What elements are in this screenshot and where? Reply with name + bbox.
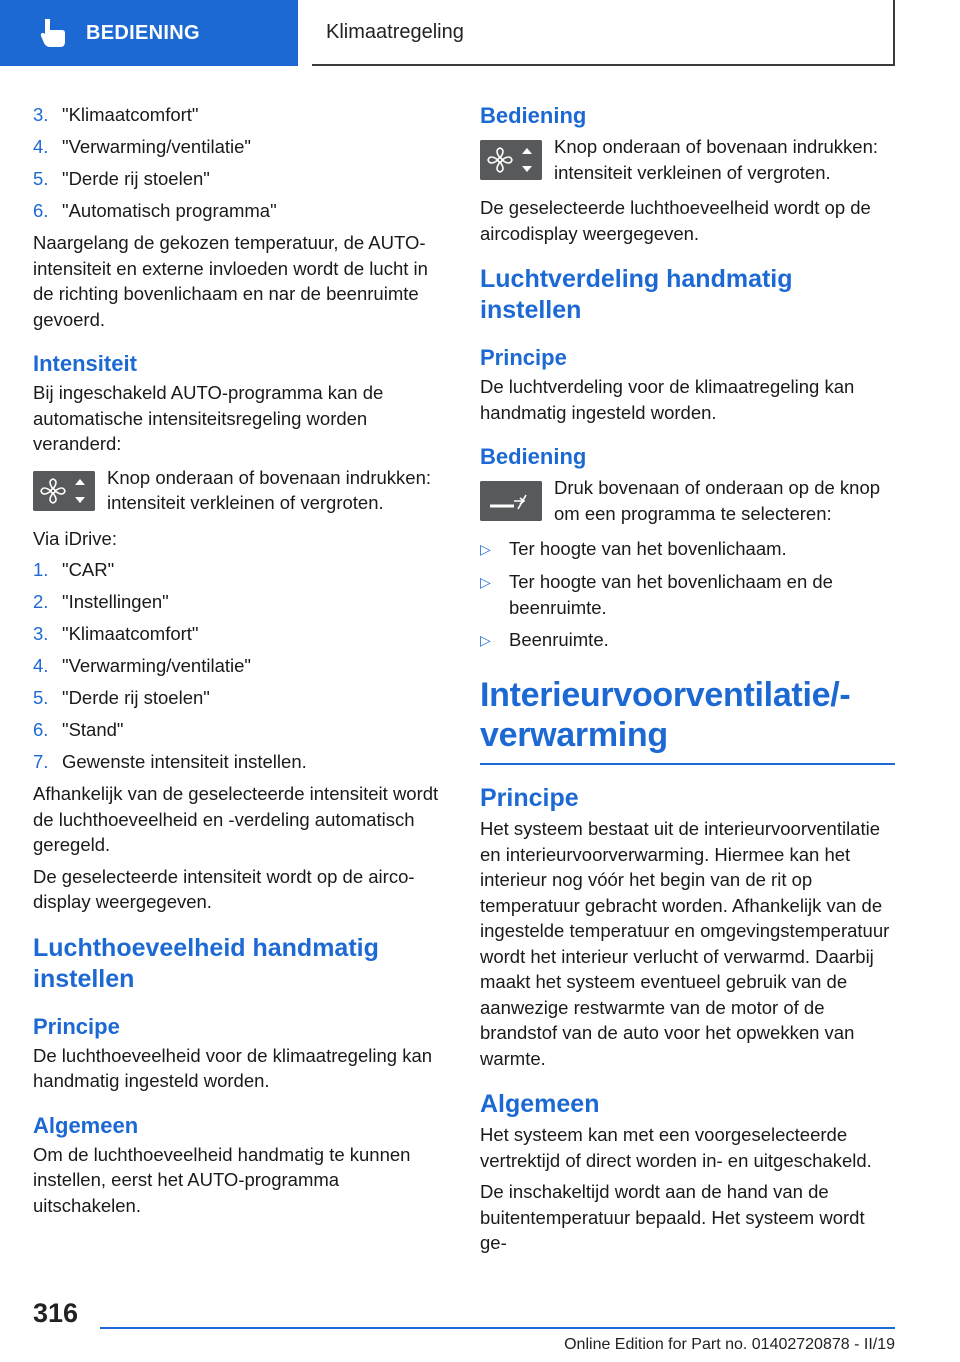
- list-item: 6. "Stand": [33, 719, 124, 740]
- icon-text: Knop onderaan of bovenaan indrukken: intensiteit verkleinen of vergroten.: [107, 466, 432, 513]
- icon-instruction: [480, 134, 895, 185]
- heading-principe: Principe: [480, 345, 567, 370]
- paragraph: Bij ingeschakeld AUTO-programma kan de automatische intensiteitsregeling worden veranderd:: [33, 382, 384, 454]
- paragraph: Afhankelijk van de geselecteerde intensiteit wordt de luchthoeveelheid en -verdeling automatisch geregeld.: [33, 783, 439, 855]
- list-item: ▷ Ter hoogte van het bovenlichaam en de beenruimte.: [480, 571, 833, 618]
- list-item: 3. "Klimaatcomfort": [33, 104, 199, 125]
- icon-text: Druk bovenaan of onderaan op de knop om een programma te selecteren:: [554, 477, 881, 524]
- list-item: 5. "Derde rij stoelen": [33, 168, 210, 189]
- list-item: 7. Gewenste intensiteit instellen.: [33, 751, 307, 772]
- fan-button-icon: [480, 140, 542, 180]
- numbered-list-2: [33, 557, 445, 775]
- paragraph: De inschakeltijd wordt aan de hand van de buitentemperatuur bepaald. Het systeem wordt ge-: [480, 1181, 865, 1253]
- paragraph: Het systeem bestaat uit de interieurvoorventilatie en interieurvoorverwarming. Hiermee kan het interieur nog vóór het begin van de rit op temperatuur gebracht worden. Afhankelijk van de ingestelde temperatuur en omgevingstemperatuur wordt het interieur verlucht of verwarmd. Daarbij maakt het systeem eventueel gebruik van de aanwezige restwarmte van de motor of de brandstof van de auto voor het opwekken van warmte.: [480, 818, 890, 1069]
- heading-luchthoeveelheid: Luchthoeveelheid handmatig instellen: [33, 933, 379, 993]
- icon-text: Knop onderaan of bovenaan indrukken: intensiteit verkleinen of vergroten.: [554, 136, 879, 183]
- paragraph: De luchtverdeling voor de klimaatregeling kan handmatig ingesteld worden.: [480, 376, 855, 423]
- icon-instruction: [480, 475, 895, 526]
- section-tab: [0, 0, 298, 66]
- list-item: 2. "Instellingen": [33, 591, 169, 612]
- heading-luchtverdeling: Luchtverdeling handmatig instellen: [480, 265, 793, 324]
- heading-algemeen: Algemeen: [480, 1090, 600, 1118]
- numbered-list-1: [33, 102, 445, 224]
- footer-divider: [100, 1327, 895, 1329]
- paragraph: Het systeem kan met een voorgeselecteerde vertrektijd of direct worden in- en uitgeschakeld.: [480, 1124, 872, 1171]
- paragraph: Om de luchthoeveelheid handmatig te kunnen instellen, eerst het AUTO-programma uitschakelen.: [33, 1143, 411, 1216]
- section-title: BEDIENING: [86, 21, 200, 44]
- heading-intensiteit: Intensiteit: [33, 351, 137, 376]
- list-item: ▷ Ter hoogte van het bovenlichaam.: [480, 538, 787, 559]
- left-column: [33, 102, 445, 1224]
- paragraph: Via iDrive:: [33, 527, 117, 549]
- chapter-title: Klimaatregeling: [326, 20, 464, 43]
- page-number: 316: [33, 1298, 79, 1328]
- list-item: 5. "Derde rij stoelen": [33, 687, 210, 708]
- heading-bediening: Bediening: [480, 103, 587, 128]
- list-item: 3. "Klimaatcomfort": [33, 623, 199, 644]
- air-distribution-button-icon: [480, 481, 542, 521]
- heading-algemeen: Algemeen: [33, 1112, 139, 1138]
- pointing-hand-icon: [40, 18, 66, 48]
- list-item: 4. "Verwarming/ventilatie": [33, 655, 251, 676]
- fan-button-icon: [33, 471, 95, 511]
- footer-note: Online Edition for Part no. 01402720878 - II/19: [564, 1336, 895, 1353]
- bullet-list: [480, 536, 895, 653]
- paragraph: Naargelang de gekozen temperatuur, de AUTO-intensiteit en externe invloeden wordt de lucht in de richting bovenlichaam en nar de beenruimte gevoerd.: [33, 232, 428, 330]
- heading-principe: Principe: [480, 784, 579, 812]
- list-item: ▷ Beenruimte.: [480, 628, 609, 650]
- list-item: 6. "Automatisch programma": [33, 200, 277, 221]
- chapter-header: [312, 0, 895, 66]
- paragraph: De geselecteerde luchthoeveelheid wordt op de aircodisplay weergegeven.: [480, 197, 871, 244]
- paragraph: De geselecteerde intensiteit wordt op de airco-display weergegeven.: [33, 865, 415, 912]
- heading-interieurvoorventilatie: Interieurvoorventilatie/-verwarming: [480, 675, 895, 765]
- paragraph: De luchthoeveelheid voor de klimaatregeling kan handmatig ingesteld worden.: [33, 1044, 433, 1091]
- list-item: 4. "Verwarming/ventilatie": [33, 136, 251, 157]
- heading-principe: Principe: [33, 1013, 120, 1039]
- icon-instruction: [33, 465, 445, 516]
- heading-bediening: Bediening: [480, 444, 587, 469]
- right-column: [480, 102, 895, 1262]
- list-item: 1. "CAR": [33, 559, 115, 580]
